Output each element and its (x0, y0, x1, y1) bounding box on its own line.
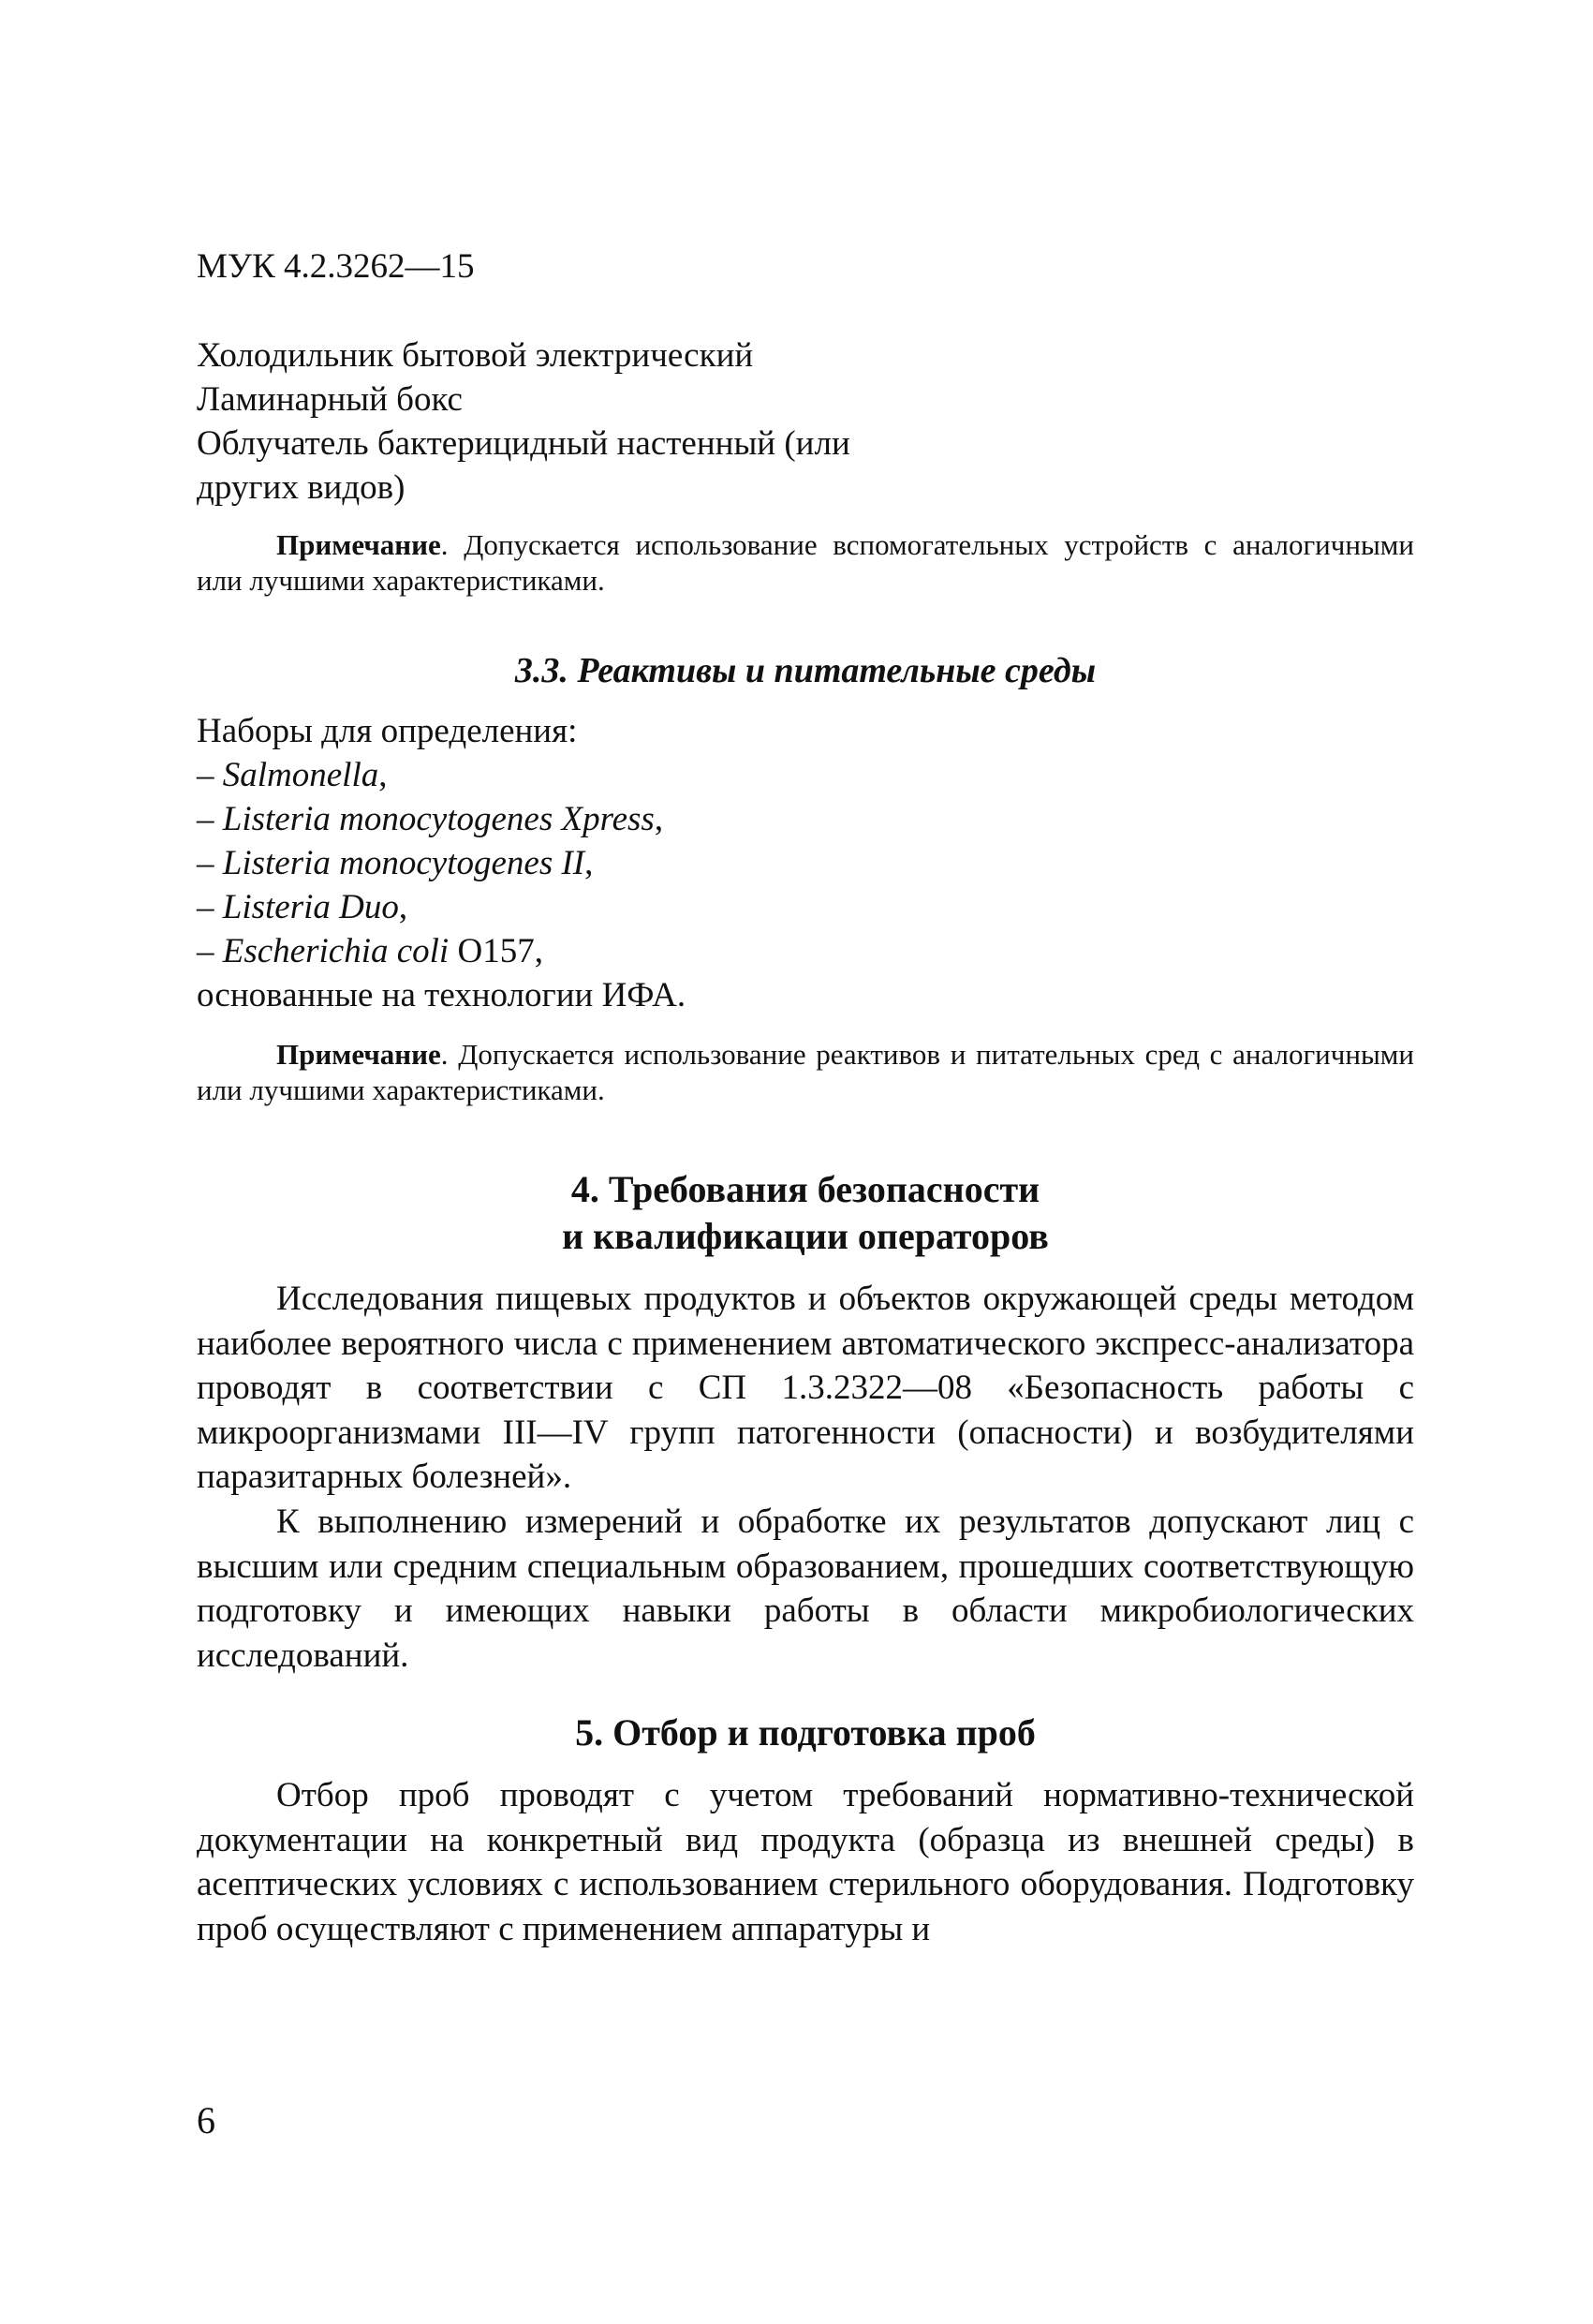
equipment-item: Ламинарный бокс (197, 380, 463, 419)
list-dash: – (197, 756, 223, 794)
list-dash: – (197, 888, 223, 926)
equipment-list (197, 333, 1414, 510)
reagents-intro: Наборы для определения: (197, 712, 578, 750)
section-title-line: и квалификации операторов (562, 1215, 1049, 1257)
list-dash: – (197, 844, 223, 882)
organism-name: Listeria monocytogenes Xpress (222, 800, 655, 838)
equipment-item: Холодильник бытовой электрический (197, 336, 754, 375)
reagent-item (197, 841, 1414, 885)
list-dash: – (197, 932, 223, 970)
organism-name: Listeria monocytogenes II (222, 844, 585, 882)
item-suffix: , (378, 756, 388, 794)
document-code: МУК 4.2.3262—15 (197, 247, 475, 286)
item-suffix: O157, (449, 932, 543, 970)
list-dash: – (197, 800, 223, 838)
note-label: Примечание (276, 1038, 441, 1071)
reagents-list (197, 709, 1414, 1017)
organism-name: Salmonella (222, 756, 379, 794)
section-title-line: 4. Требования безопасности (570, 1168, 1040, 1210)
section-title-4 (197, 1166, 1414, 1260)
paragraph: Отбор проб проводят с учетом требований нормативно-технической документации на конкретный вид продукта (образца из внешней среды) в асептических условиях с использованием стерильного оборудования. Подготовку проб осуществляют с применением аппаратуры и (197, 1776, 1414, 1948)
reagent-item (197, 753, 1414, 797)
equipment-item: Облучатель бактерицидный настенный (или (197, 424, 850, 463)
paragraph: Исследования пищевых продуктов и объектов окружающей среды методом наиболее вероятного числа с применением автоматического экспресс-анализатора проводят в соответствии с СП 1.3.2322—08 «Безопасность работы с микроорганизмами III—IV групп патогенности (опасности) и возбудителями паразитарных болезней». (197, 1280, 1414, 1496)
reagent-item (197, 929, 1414, 973)
note-label: Примечание (276, 528, 441, 561)
reagents-closing: основанные на технологии ИФА. (197, 976, 686, 1014)
reagent-item (197, 885, 1414, 929)
paragraph: К выполнению измерений и обработке их результатов допускают лиц с высшим или средним специальным образованием, прошедших соответствующую подготовку и имеющих навыки работы в области микробиологических исследований. (197, 1502, 1414, 1675)
organism-name: Listeria Duo (222, 888, 399, 926)
organism-name: Escherichia coli (222, 932, 450, 970)
item-suffix: , (584, 844, 594, 882)
page-number: 6 (197, 2099, 215, 2141)
subsection-title-3-3: 3.3. Реактивы и питательные среды (514, 651, 1097, 690)
reagent-item (197, 797, 1414, 841)
note-reagents (197, 1037, 1414, 1108)
note-text: . Допускается использование реактивов и питательных сред с аналогичными или лучшими характеристиками. (197, 1038, 1414, 1106)
section-title-5: 5. Отбор и подготовка проб (575, 1711, 1036, 1754)
note-equipment (197, 527, 1414, 599)
item-suffix: , (398, 888, 408, 926)
item-suffix: , (654, 800, 664, 838)
note-text: . Допускается использование вспомогательных устройств с аналогичными или лучшими характеристиками. (197, 528, 1414, 597)
equipment-item: других видов) (197, 468, 406, 507)
